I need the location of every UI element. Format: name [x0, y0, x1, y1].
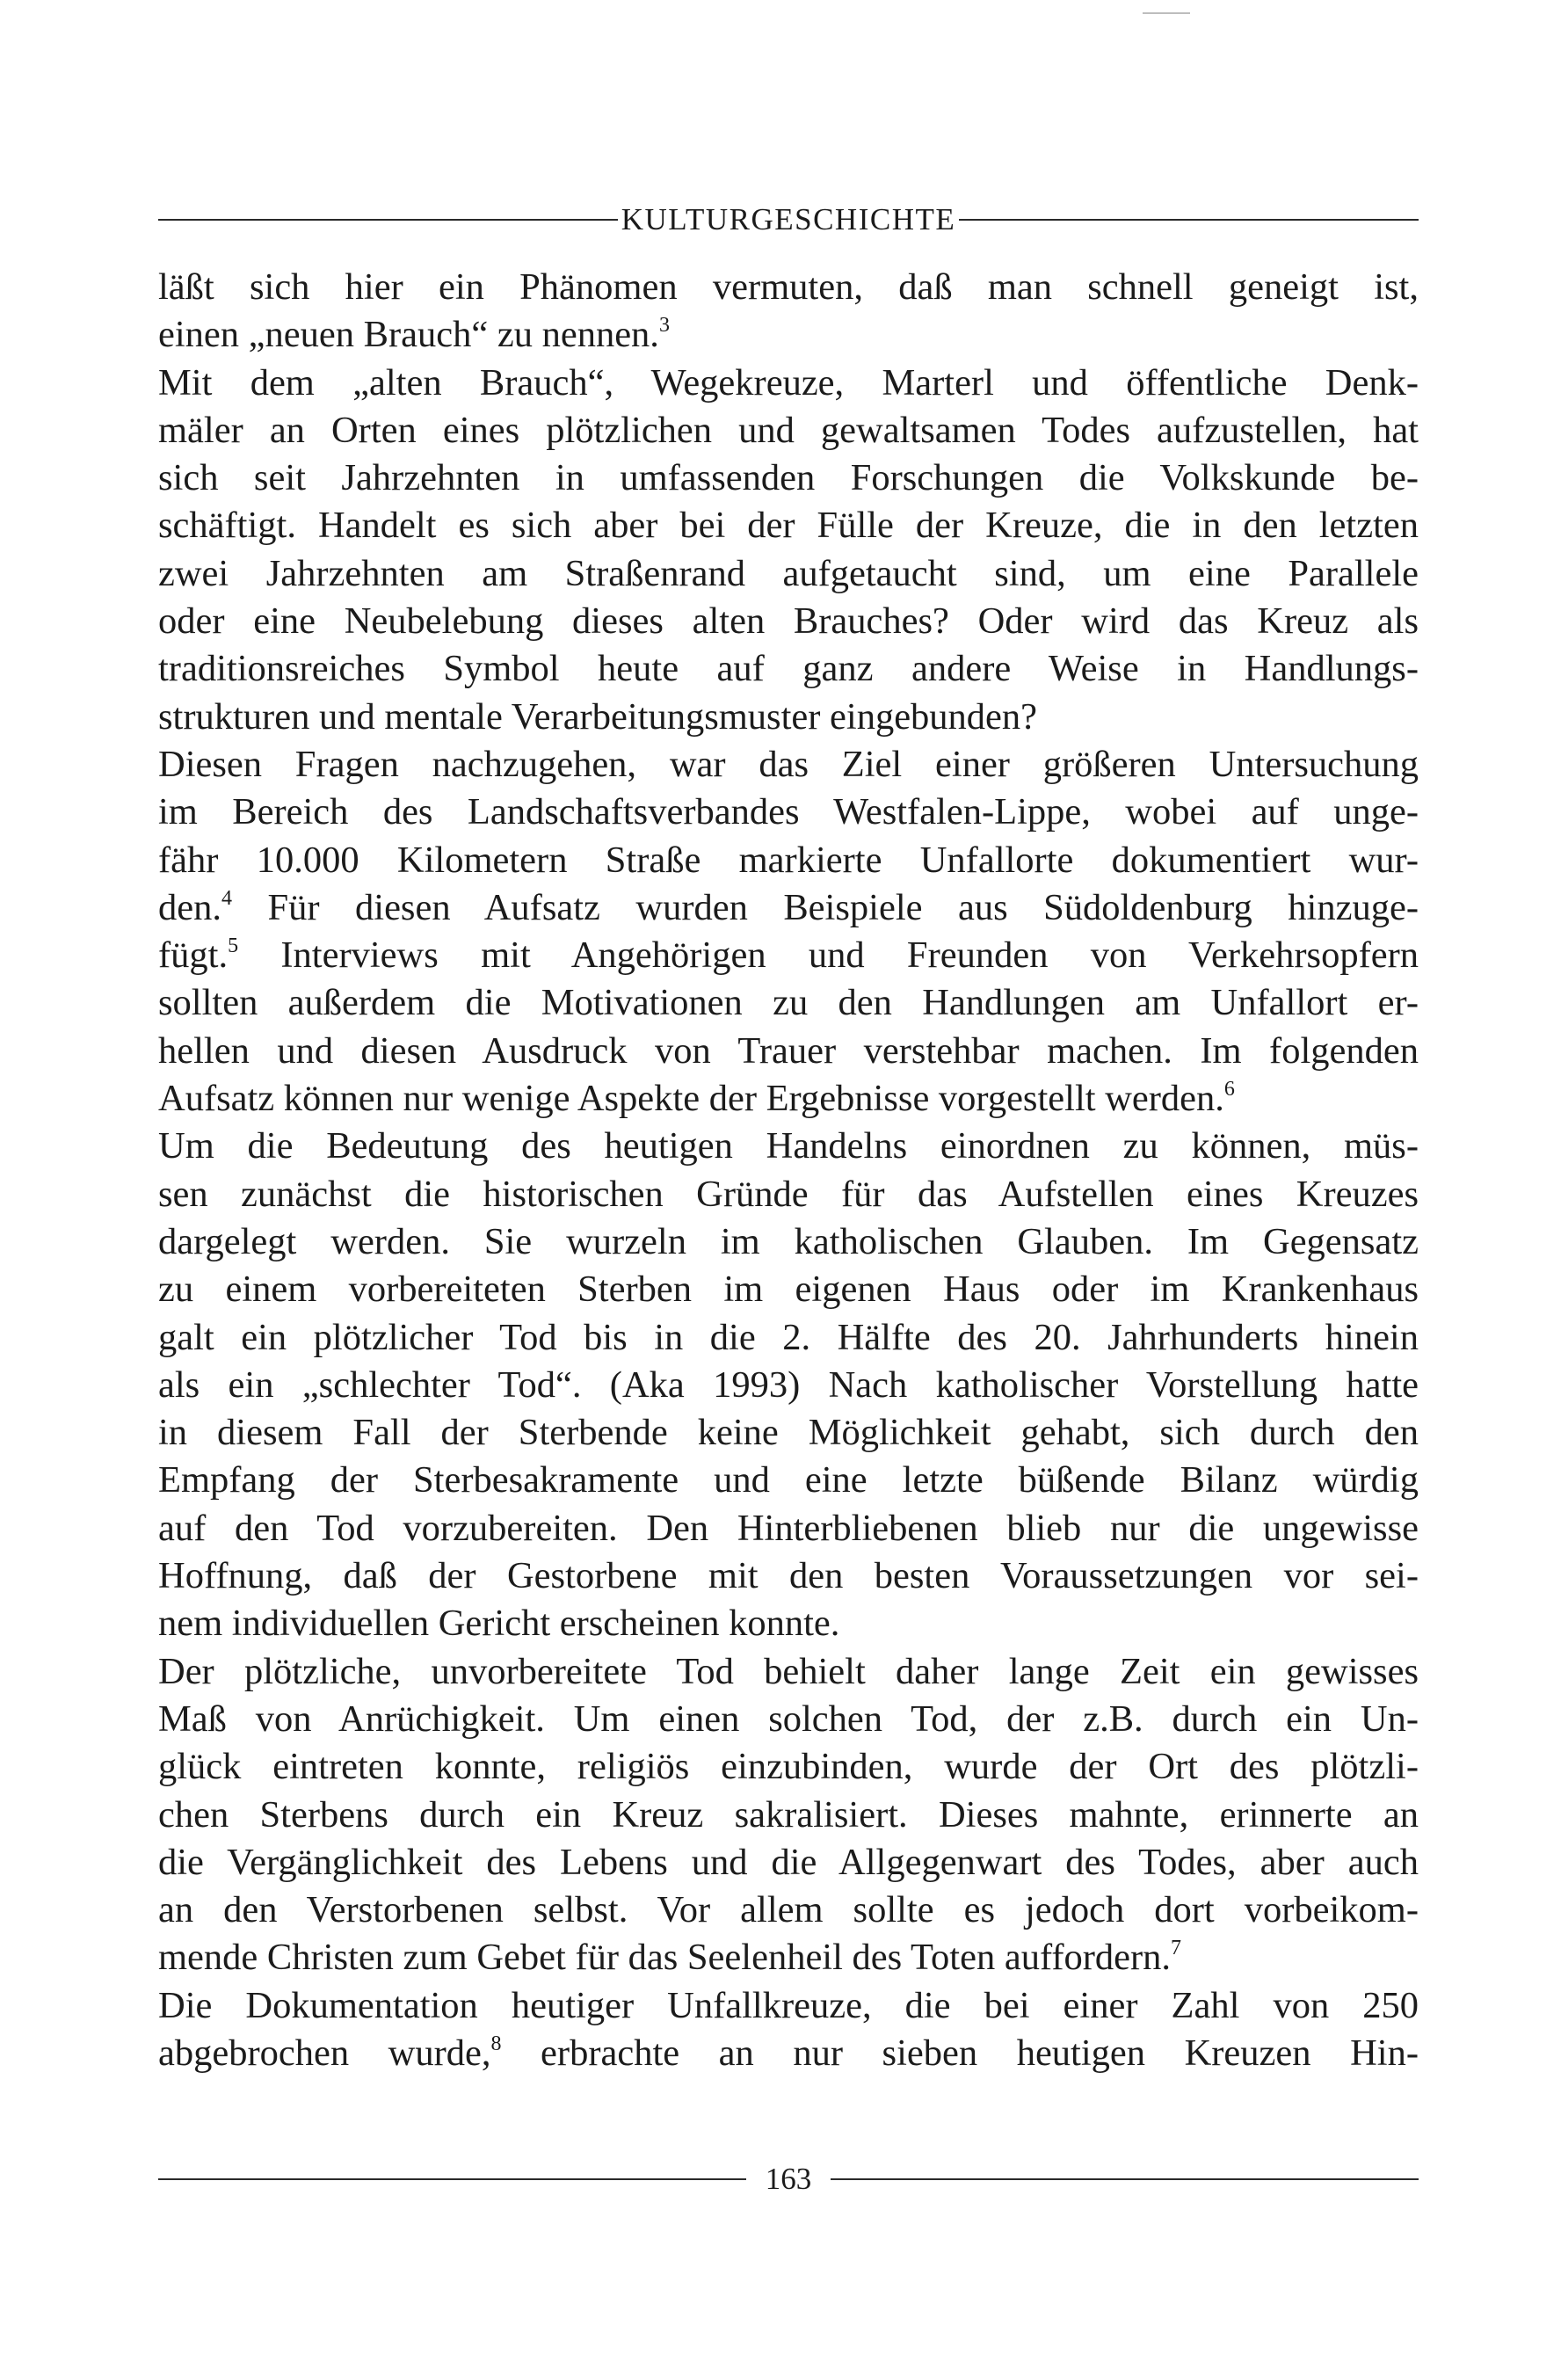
- text-line: [158, 1314, 1419, 1362]
- text-line: [158, 1552, 1419, 1600]
- text-line: [158, 598, 1419, 645]
- text-line: [158, 1075, 1419, 1123]
- text-line: [158, 264, 1419, 311]
- running-head: [158, 200, 1419, 239]
- text-line-content: Um die Bedeutung des heutigen Handelns einordnen zu können, müs-: [158, 1125, 1419, 1167]
- top-edge-mark: [1143, 12, 1190, 14]
- text-line-content: läßt sich hier ein Phänomen vermuten, daß man schnell geneigt ist,: [158, 266, 1419, 308]
- text-line: [158, 932, 1419, 979]
- text-line-content: Aufsatz können nur wenige Aspekte der Ergebnisse vorgestellt werden.: [158, 1078, 1224, 1120]
- text-line-content: Für diesen Aufsatz wurden Beispiele aus Südoldenburg hinzuge-: [232, 886, 1419, 928]
- text-line-content: den.: [158, 886, 221, 928]
- text-line-content: hellen und diesen Ausdruck von Trauer verstehbar machen. Im folgenden: [158, 1029, 1419, 1072]
- text-line-content: Der plötzliche, unvorbereitete Tod behielt daher lange Zeit ein gewisses: [158, 1650, 1419, 1692]
- text-line-content: Empfang der Sterbesakramente und eine letzte büßende Bilanz würdig: [158, 1459, 1419, 1501]
- running-head-rule-left: [158, 219, 618, 221]
- text-line: [158, 1362, 1419, 1409]
- text-line: [158, 502, 1419, 549]
- text-line: [158, 550, 1419, 598]
- text-line-content: mäler an Orten eines plötzlichen und gewaltsamen Todes aufzustellen, hat: [158, 409, 1419, 451]
- text-line-content: zu einem vorbereiteten Sterben im eigenen Haus oder im Krankenhaus: [158, 1269, 1419, 1311]
- text-line: [158, 884, 1419, 932]
- footnote-reference: 7: [1171, 1937, 1182, 1960]
- text-line: [158, 645, 1419, 693]
- text-line-content: glück eintreten konnte, religiös einzubinden, wurde der Ort des plötzli-: [158, 1746, 1419, 1788]
- body-text: [158, 264, 1419, 2077]
- text-line-content: Maß von Anrüchigkeit. Um einen solchen Tod, der z.B. durch ein Un-: [158, 1698, 1419, 1740]
- footnote-reference: 4: [221, 886, 232, 910]
- text-line-content: sollten außerdem die Motivationen zu den Handlungen am Unfallort er-: [158, 982, 1419, 1024]
- text-line-content: mende Christen zum Gebet für das Seelenheil des Toten auffordern.: [158, 1937, 1172, 1979]
- text-line: [158, 1982, 1419, 2030]
- text-line-content: dargelegt werden. Sie wurzeln im katholischen Glauben. Im Gegensatz: [158, 1220, 1419, 1262]
- footnote-reference: 3: [658, 314, 670, 338]
- text-line-content: in diesem Fall der Sterbende keine Möglichkeit gehabt, sich durch den: [158, 1412, 1419, 1454]
- text-line-content: auf den Tod vorzubereiten. Den Hinterbliebenen blieb nur die ungewisse: [158, 1507, 1419, 1549]
- text-line-content: Interviews mit Angehörigen und Freunden von Verkehrsopfern: [238, 934, 1419, 977]
- footer-rule-right: [831, 2178, 1419, 2180]
- footer-rule-left: [158, 2178, 746, 2180]
- text-line: [158, 1409, 1419, 1457]
- text-line: [158, 789, 1419, 836]
- text-line-content: an den Verstorbenen selbst. Vor allem sollte es jedoch dort vorbeikom-: [158, 1889, 1419, 1931]
- text-line: [158, 407, 1419, 454]
- running-head-title: KULTURGESCHICHTE: [621, 202, 956, 236]
- text-line-content: sich seit Jahrzehnten in umfassenden Forschungen die Volkskunde be-: [158, 457, 1419, 499]
- text-line-content: chen Sterbens durch ein Kreuz sakralisiert. Dieses mahnte, erinnerte an: [158, 1793, 1419, 1836]
- text-line-content: einen „neuen Brauch“ zu nennen.: [158, 314, 659, 356]
- text-line: [158, 1505, 1419, 1552]
- text-line: [158, 1792, 1419, 1839]
- text-line: [158, 1218, 1419, 1266]
- text-line-content: abgebrochen wurde,: [158, 2032, 491, 2074]
- text-line: [158, 1171, 1419, 1218]
- text-line: [158, 1123, 1419, 1170]
- text-line-content: zwei Jahrzehnten am Straßenrand aufgetaucht sind, um eine Parallele: [158, 552, 1419, 594]
- text-line-content: als ein „schlechter Tod“. (Aka 1993) Nach katholischer Vorstellung hatte: [158, 1363, 1419, 1406]
- text-line: [158, 741, 1419, 789]
- running-head-rule-right: [959, 219, 1419, 221]
- text-line: [158, 1696, 1419, 1743]
- text-line-content: erbrachte an nur sieben heutigen Kreuzen Hin-: [501, 2032, 1419, 2074]
- text-line: [158, 2030, 1419, 2077]
- text-line: [158, 1028, 1419, 1075]
- text-line: [158, 1600, 1419, 1647]
- text-line: [158, 1887, 1419, 1934]
- text-line: [158, 979, 1419, 1027]
- text-line: [158, 360, 1419, 407]
- text-line-content: schäftigt. Handelt es sich aber bei der Fülle der Kreuze, die in den letzten: [158, 505, 1419, 547]
- text-line-content: strukturen und mentale Verarbeitungsmuster eingebunden?: [158, 695, 1038, 738]
- text-line: [158, 311, 1419, 359]
- page-footer: [158, 2159, 1419, 2199]
- text-line: [158, 1743, 1419, 1791]
- text-line-content: die Vergänglichkeit des Lebens und die Allgegenwart des Todes, aber auch: [158, 1841, 1419, 1883]
- text-line: [158, 1266, 1419, 1313]
- text-line-content: nem individuellen Gericht erscheinen konnte.: [158, 1603, 840, 1645]
- text-line: [158, 1839, 1419, 1887]
- text-line-content: Diesen Fragen nachzugehen, war das Ziel einer größeren Untersuchung: [158, 743, 1419, 785]
- text-line: [158, 837, 1419, 884]
- footnote-reference: 5: [228, 934, 239, 958]
- text-line: [158, 1648, 1419, 1696]
- text-line: [158, 694, 1419, 741]
- text-line-content: Hoffnung, daß der Gestorbene mit den besten Voraussetzungen vor sei-: [158, 1555, 1419, 1597]
- footnote-reference: 6: [1223, 1078, 1235, 1101]
- text-line: [158, 1934, 1419, 1981]
- text-line-content: galt ein plötzlicher Tod bis in die 2. Hälfte des 20. Jahrhunderts hinein: [158, 1316, 1419, 1358]
- text-line-content: im Bereich des Landschaftsverbandes Westfalen-Lippe, wobei auf unge-: [158, 791, 1419, 833]
- text-line: [158, 454, 1419, 502]
- text-line-content: Die Dokumentation heutiger Unfallkreuze, die bei einer Zahl von 250: [158, 1984, 1419, 2026]
- text-line: [158, 1457, 1419, 1504]
- footnote-reference: 8: [490, 2032, 502, 2055]
- text-line-content: oder eine Neubelebung dieses alten Brauches? Oder wird das Kreuz als: [158, 600, 1419, 643]
- text-line-content: sen zunächst die historischen Gründe für das Aufstellen eines Kreuzes: [158, 1173, 1419, 1215]
- page-number: 163: [765, 2162, 812, 2196]
- text-line-content: fähr 10.000 Kilometern Straße markierte Unfallorte dokumentiert wur-: [158, 839, 1419, 881]
- text-line-content: Mit dem „alten Brauch“, Wegekreuze, Marterl und öffentliche Denk-: [158, 361, 1419, 403]
- text-line-content: traditionsreiches Symbol heute auf ganz andere Weise in Handlungs-: [158, 648, 1419, 690]
- text-line-content: fügt.: [158, 934, 229, 977]
